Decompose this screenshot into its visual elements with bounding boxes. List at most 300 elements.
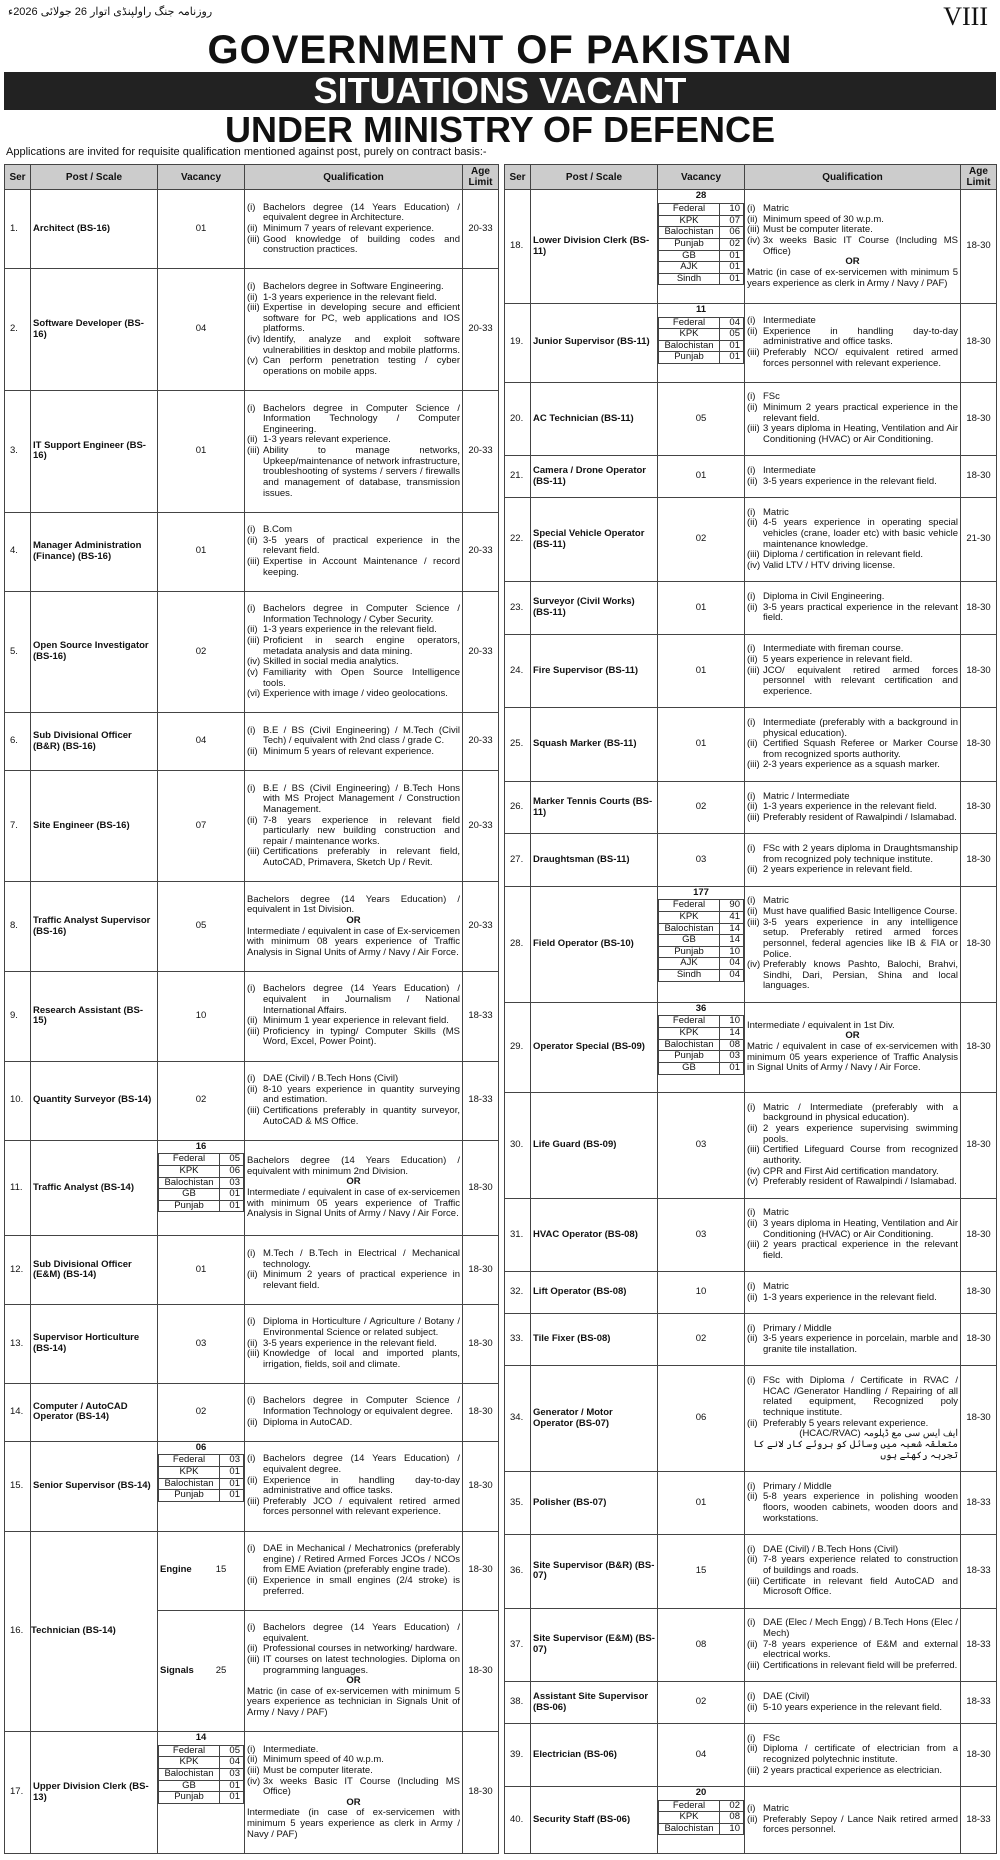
- vacancy-row: [505, 1471, 997, 1534]
- item-number: (i): [247, 782, 256, 794]
- item-text: 7-8 years experience in relevant field particularly new building construction and repair / maintenance works.: [263, 814, 460, 847]
- item-text: 2 years experience supervising swimming pools.: [763, 1123, 958, 1145]
- header-qualification: Qualification: [745, 165, 961, 190]
- serial-number: 3.: [5, 391, 31, 513]
- qualification-item: [747, 1334, 958, 1355]
- vacancy-count: 01: [158, 190, 245, 269]
- quota-row: [659, 923, 744, 935]
- item-text: M.Tech / B.Tech in Electrical / Mechanical technology.: [263, 1247, 460, 1270]
- right-vacancy-table: [504, 164, 997, 1854]
- item-number: (v): [247, 666, 259, 678]
- vacancy-count: 15: [658, 1534, 745, 1608]
- qualification-item: [247, 335, 460, 356]
- qualification-item: [247, 1349, 460, 1370]
- province-count: 05: [220, 1154, 244, 1166]
- item-number: (ii): [747, 517, 758, 529]
- province-name: KPK: [659, 1812, 720, 1824]
- item-number: (iii): [247, 1104, 260, 1116]
- serial-number: 4.: [5, 512, 31, 591]
- header-vacancy: Vacancy: [658, 165, 745, 190]
- age-limit: 18-30: [961, 834, 997, 886]
- qualification-cell: [745, 1682, 961, 1724]
- serial-number: 23.: [505, 582, 531, 634]
- item-number: (iii): [247, 846, 260, 858]
- vacancy-row: [5, 1383, 499, 1441]
- item-text: Matric: [763, 1803, 789, 1815]
- qualification-cell: [245, 1304, 463, 1383]
- item-number: (ii): [747, 475, 758, 487]
- qualification-item: [747, 1293, 958, 1304]
- qualification-cell: [745, 1608, 961, 1682]
- post-title: Site Engineer (BS-16): [31, 771, 158, 882]
- qualification-paragraph: Intermediate / equivalent in case of ex-servicemen with minimum 05 years experience of Traffic Analysis in Signal Units of Army / Navy / Air Force.: [247, 1187, 460, 1220]
- item-text: FSc: [763, 391, 780, 403]
- item-text: Familiarity with Open Source Intelligence tools.: [263, 666, 460, 689]
- age-limit: 18-33: [961, 1682, 997, 1724]
- vacancy-row: [5, 971, 499, 1061]
- vacancy-count: 01: [658, 1471, 745, 1534]
- post-title: Surveyor (Civil Works) (BS-11): [531, 582, 658, 634]
- vacancy-count: [158, 1732, 245, 1854]
- post-title: Upper Division Clerk (BS-13): [31, 1732, 158, 1854]
- item-text: Minimum 2 years of practical experience in relevant field.: [263, 1269, 460, 1291]
- item-text: Certifications preferably in relevant field, AutoCAD, Primavera, Sketch Up / Revit.: [263, 846, 460, 869]
- age-limit: 18-30: [961, 781, 997, 833]
- age-limit: 18-33: [463, 1061, 499, 1140]
- post-title: Lift Operator (BS-08): [531, 1272, 658, 1314]
- vacancy-row: [5, 1061, 499, 1140]
- qualification-item: [747, 1219, 958, 1240]
- item-text: Certified Squash Referee or Marker Course from recognized sports authority.: [763, 738, 958, 760]
- serial-number: 17.: [5, 1732, 31, 1854]
- serial-number: 11.: [5, 1140, 31, 1236]
- post-title: Sub Divisional Officer (B&R) (BS-16): [31, 713, 158, 771]
- age-limit: 18-30: [961, 1002, 997, 1092]
- qualification-item: [247, 1418, 460, 1429]
- province-count: 06: [220, 1165, 244, 1177]
- province-name: KPK: [659, 215, 720, 227]
- province-name: Punjab: [159, 1792, 220, 1804]
- intro-text: Applications are invited for requisite qualification mentioned against post, purely on contract basis:-: [6, 146, 487, 158]
- age-limit: 18-30: [961, 886, 997, 1002]
- vacancy-total: 20: [695, 1786, 707, 1798]
- vacancy-row: [5, 391, 499, 513]
- item-text: Must be computer literate.: [263, 1764, 373, 1776]
- province-count: 90: [720, 900, 744, 912]
- item-number: (ii): [247, 434, 258, 446]
- item-number: (i): [747, 1732, 756, 1744]
- item-text: Experience in handling day-to-day administrative and office tasks.: [763, 325, 958, 348]
- item-number: (ii): [747, 653, 758, 665]
- urdu-note: ایف ایس سی مع ڈپلومہ (HCAC/RVAC): [799, 1428, 958, 1440]
- item-number: (ii): [247, 1416, 258, 1428]
- quota-row: [659, 227, 744, 239]
- item-number: (iii): [747, 1764, 760, 1776]
- province-name: Federal: [659, 317, 720, 329]
- item-text: Professional courses in networking/ hardware.: [263, 1643, 458, 1655]
- serial-number: 12.: [5, 1236, 31, 1304]
- item-text: Valid LTV / HTV driving license.: [763, 559, 896, 571]
- qualification-item: [747, 236, 958, 257]
- item-text: Bachelors degree (14 Years Education) / equivalent.: [263, 1622, 460, 1644]
- province-count: 03: [720, 1051, 744, 1063]
- qualification-cell: [245, 1236, 463, 1304]
- item-text: 2 years practical experience in the relevant field.: [763, 1239, 958, 1261]
- qualification-item: [247, 668, 460, 689]
- item-number: (i): [247, 402, 256, 414]
- qualification-cell: [745, 886, 961, 1002]
- qualification-item: [247, 235, 460, 256]
- vacancy-row: [5, 1236, 499, 1304]
- province-name: Punjab: [659, 1051, 720, 1063]
- vacancy-count: 04: [658, 1723, 745, 1786]
- qualification-item: [747, 1282, 958, 1293]
- province-name: Federal: [659, 900, 720, 912]
- province-count: 06: [720, 227, 744, 239]
- post-title: Junior Supervisor (BS-11): [531, 303, 658, 382]
- qualification-item: [747, 1240, 958, 1261]
- item-text: Matric: [763, 203, 789, 215]
- item-number: (iii): [247, 1653, 260, 1665]
- sub-post-wrapper: [158, 1666, 244, 1677]
- vacancy-row: [505, 1272, 997, 1314]
- serial-number: 7.: [5, 771, 31, 882]
- qualification-cell: [745, 582, 961, 634]
- item-number: (i): [747, 464, 756, 476]
- item-text: Matric / Intermediate: [763, 790, 850, 802]
- vacancy-count: 01: [658, 708, 745, 782]
- qualification-item: [247, 557, 460, 578]
- quota-row: [659, 1800, 744, 1812]
- item-text: B.E / BS (Civil Engineering) / M.Tech (Civil Tech) / equivalent with 2nd class / grade C.: [263, 724, 460, 747]
- vacancy-count: 03: [658, 1198, 745, 1272]
- vacancy-count: 02: [158, 1061, 245, 1140]
- item-text: DAE (Civil) / B.Tech Hons (Civil): [263, 1073, 399, 1085]
- item-text: Primary / Middle: [763, 1480, 832, 1492]
- vacancy-count: 08: [658, 1608, 745, 1682]
- item-text: Minimum 7 years of relevant experience.: [263, 223, 435, 235]
- item-text: DAE in Mechanical / Mechatronics (preferably engine) / Retired Armed Forces JCOs / NCOs from EME Aviation (preferably engine trade).: [263, 1543, 460, 1576]
- quota-row: [659, 911, 744, 923]
- qualification-item: [747, 327, 958, 348]
- qualification-item: [747, 813, 958, 824]
- item-text: Bachelors degree in Computer Science / Information Technology / Cyber Security.: [263, 603, 460, 625]
- province-count: 10: [720, 946, 744, 958]
- item-number: (ii): [247, 1754, 258, 1766]
- serial-number: 9.: [5, 971, 31, 1061]
- item-text: 2-3 years experience as a squash marker.: [763, 759, 940, 771]
- vacancy-row: [505, 1786, 997, 1853]
- serial-number: 15.: [5, 1441, 31, 1531]
- item-text: 3 years diploma in Heating, Ventilation and Air Conditioning (HVAC) or Air Conditioning.: [763, 423, 958, 445]
- vacancy-total: 16: [195, 1140, 207, 1152]
- province-name: Punjab: [159, 1490, 220, 1502]
- vacancy-count: [158, 1441, 245, 1531]
- item-number: (ii): [247, 223, 258, 235]
- province-count: 14: [720, 923, 744, 935]
- qualification-item: [247, 1497, 460, 1518]
- province-count: 01: [220, 1478, 244, 1490]
- qualification-item: [247, 536, 460, 557]
- qualification-item: [747, 348, 958, 369]
- province-quota-table: [658, 899, 744, 981]
- age-limit: 20-33: [463, 269, 499, 391]
- vacancy-row: [505, 781, 997, 833]
- post-title: Traffic Analyst Supervisor (BS-16): [31, 882, 158, 972]
- item-text: 3x weeks Basic IT Course (Including MS Office): [263, 1775, 460, 1798]
- quota-row: [159, 1200, 244, 1212]
- qualification-cell: [245, 512, 463, 591]
- item-number: (i): [247, 1247, 256, 1259]
- province-count: 01: [220, 1792, 244, 1804]
- province-count: 10: [720, 204, 744, 216]
- item-text: Certifications preferably in quantity surveyor, AutoCAD & MS Office.: [263, 1104, 460, 1127]
- vacancy-total: 11: [695, 303, 707, 315]
- vacancy-row: [5, 713, 499, 771]
- item-number: (ii): [747, 1554, 758, 1566]
- province-name: Balochistan: [159, 1769, 220, 1781]
- vacancy-row: [5, 190, 499, 269]
- item-number: (i): [247, 983, 256, 995]
- province-name: KPK: [659, 329, 720, 341]
- qualification-item: [747, 1103, 958, 1124]
- header-qualification: Qualification: [245, 165, 463, 190]
- qualification-item: [747, 844, 958, 865]
- vacancy-row: [505, 582, 997, 634]
- province-count: 04: [220, 1757, 244, 1769]
- vacancy-row: [505, 456, 997, 498]
- item-number: (v): [247, 355, 259, 367]
- vacancy-count: [658, 886, 745, 1002]
- serial-number: 26.: [505, 781, 531, 833]
- item-number: (iii): [747, 1144, 760, 1156]
- post-title: Sub Divisional Officer (E&M) (BS-14): [31, 1236, 158, 1304]
- qualification-cell: [745, 1093, 961, 1199]
- qualification-paragraph: Matric / equivalent in case of ex-servicemen with minimum 05 years experience of Traffic Analysis in Signal Units of Army / Navy / Air Force.: [747, 1041, 958, 1074]
- item-number: (iv): [747, 1165, 761, 1177]
- item-number: (i): [247, 1453, 256, 1465]
- qualification-cell: [745, 456, 961, 498]
- item-number: (iii): [747, 664, 760, 676]
- qualification-item: [747, 1661, 958, 1672]
- item-number: (iii): [247, 445, 260, 457]
- qualification-item: [247, 1476, 460, 1497]
- province-quota-table: [658, 1015, 744, 1074]
- item-text: Diploma / certification in relevant field.: [763, 549, 923, 561]
- vacancy-count: [158, 1531, 245, 1610]
- item-number: (ii): [247, 1015, 258, 1027]
- item-number: (i): [747, 790, 756, 802]
- qualification-item: [247, 1576, 460, 1597]
- qualification-item: [247, 1317, 460, 1338]
- province-count: 03: [220, 1455, 244, 1467]
- item-text: 5 years experience in relevant field.: [763, 653, 913, 665]
- age-limit: 21-30: [961, 497, 997, 581]
- age-limit: 18-33: [961, 1534, 997, 1608]
- item-number: (iv): [247, 1775, 261, 1787]
- serial-number: 32.: [505, 1272, 531, 1314]
- post-title: Generator / Motor Operator (BS-07): [531, 1366, 658, 1472]
- quota-row: [659, 900, 744, 912]
- age-limit: 18-30: [463, 1610, 499, 1732]
- vacancy-count: [158, 1140, 245, 1236]
- province-count: 05: [220, 1745, 244, 1757]
- qualification-item: [747, 655, 958, 666]
- qualification-cell: [745, 190, 961, 304]
- qualification-cell: [745, 382, 961, 456]
- province-quota-table: [158, 1454, 244, 1502]
- item-text: Diploma in AutoCAD.: [263, 1416, 353, 1428]
- qualification-item: [747, 739, 958, 760]
- vacancy-count: 01: [158, 391, 245, 513]
- qualification-item: [747, 1376, 958, 1419]
- item-text: Matric: [763, 506, 789, 518]
- quota-row: [159, 1490, 244, 1502]
- post-title: Supervisor Horticulture (BS-14): [31, 1304, 158, 1383]
- sub-post-name: Signals: [160, 1664, 194, 1676]
- qualification-item: [247, 1623, 460, 1644]
- qualification-item: [247, 689, 460, 700]
- item-text: Preferably 5 years relevant experience.: [763, 1417, 929, 1429]
- qualification-cell: [245, 391, 463, 513]
- post-title: Traffic Analyst (BS-14): [31, 1140, 158, 1236]
- province-count: 02: [720, 1800, 744, 1812]
- vacancy-row: [505, 1093, 997, 1199]
- vacancy-count: 03: [658, 834, 745, 886]
- province-count: 01: [220, 1189, 244, 1201]
- age-limit: 20-33: [463, 512, 499, 591]
- item-text: Minimum 1 year experience in relevant field.: [263, 1015, 449, 1027]
- serial-number: 27.: [505, 834, 531, 886]
- item-number: (iv): [747, 235, 761, 246]
- quota-row: [659, 958, 744, 970]
- qualification-cell: [745, 1534, 961, 1608]
- item-text: 7-8 years experience of E&M and external electrical works.: [763, 1638, 958, 1661]
- post-title: Software Developer (BS-16): [31, 269, 158, 391]
- age-limit: 18-33: [961, 1608, 997, 1682]
- qualification-item: [247, 1270, 460, 1291]
- vacancy-count: 10: [158, 971, 245, 1061]
- qualification-item: [747, 1703, 958, 1714]
- quota-row: [659, 262, 744, 274]
- province-name: Punjab: [659, 352, 720, 364]
- item-text: Can perform penetration testing / cyber operations on mobile apps.: [263, 355, 460, 377]
- item-number: (i): [747, 1375, 756, 1387]
- qualification-item: [747, 1145, 958, 1166]
- item-number: (i): [247, 1543, 256, 1555]
- age-limit: 18-30: [463, 1236, 499, 1304]
- qualification-cell: [745, 1723, 961, 1786]
- quota-row: [659, 340, 744, 352]
- item-number: (ii): [747, 1123, 758, 1135]
- qualification-cell: [745, 1786, 961, 1853]
- item-text: Bachelors degree (14 Years Education) / equivalent degree in Architecture.: [263, 201, 460, 224]
- title-situations-vacant: SITUATIONS VACANT: [4, 72, 996, 110]
- vacancy-row: [505, 497, 997, 581]
- province-name: Punjab: [159, 1200, 220, 1212]
- post-title: Special Vehicle Operator (BS-11): [531, 497, 658, 581]
- qualification-item: [747, 718, 958, 739]
- vacancy-count: [158, 1610, 245, 1732]
- province-quota-table: [658, 317, 744, 365]
- item-number: (i): [747, 1207, 756, 1219]
- qualification-paragraph: Matric (in case of ex-servicemen with minimum 5 years experience as technician in Signals Unit of Army / Navy / PAF): [247, 1685, 460, 1719]
- post-title: Architect (BS-16): [31, 190, 158, 269]
- province-name: GB: [159, 1780, 220, 1792]
- vacancy-row: [505, 708, 997, 782]
- qualification-item: [747, 561, 958, 572]
- province-count: 01: [720, 273, 744, 285]
- vacancy-total: 36: [695, 1002, 707, 1014]
- vacancy-row: [505, 190, 997, 304]
- item-number: (i): [247, 1743, 256, 1755]
- serial-number: 29.: [505, 1002, 531, 1092]
- serial-number: 18.: [505, 190, 531, 304]
- item-number: (ii): [247, 1574, 258, 1586]
- qualification-item: [247, 1249, 460, 1270]
- age-limit: 18-30: [463, 1732, 499, 1854]
- post-title: Tile Fixer (BS-08): [531, 1313, 658, 1365]
- item-number: (i): [247, 1395, 256, 1407]
- header-post: Post / Scale: [31, 165, 158, 190]
- item-number: (i): [247, 280, 256, 292]
- vacancy-row: [5, 1732, 499, 1854]
- qualification-item: [247, 604, 460, 625]
- item-number: (i): [747, 1280, 756, 1292]
- vacancy-count: 03: [158, 1304, 245, 1383]
- serial-number: 6.: [5, 713, 31, 771]
- item-text: 2 years experience in relevant field.: [763, 864, 913, 876]
- qualification-item: [247, 282, 460, 293]
- quota-row: [159, 1780, 244, 1792]
- vacancy-row: [505, 1608, 997, 1682]
- item-number: (iii): [247, 1025, 260, 1037]
- post-title: Site Supervisor (B&R) (BS-07): [531, 1534, 658, 1608]
- quota-row: [659, 1039, 744, 1051]
- age-limit: 18-30: [961, 634, 997, 708]
- header-vacancy: Vacancy: [158, 165, 245, 190]
- age-limit: 18-30: [961, 708, 997, 782]
- province-quota-table: [658, 203, 744, 285]
- quota-row: [159, 1757, 244, 1769]
- quota-row: [159, 1154, 244, 1166]
- serial-number: 21.: [505, 456, 531, 498]
- item-number: (i): [247, 1622, 256, 1634]
- item-number: (i): [747, 1617, 756, 1629]
- serial-number: 31.: [505, 1198, 531, 1272]
- age-limit: 20-33: [463, 882, 499, 972]
- item-number: (ii): [747, 1217, 758, 1229]
- item-text: Skilled in social media analytics.: [263, 656, 399, 668]
- post-title: Lower Division Clerk (BS-11): [531, 190, 658, 304]
- vacancy-row: [5, 1140, 499, 1236]
- serial-number: 28.: [505, 886, 531, 1002]
- post-title: Squash Marker (BS-11): [531, 708, 658, 782]
- qualification-paragraph: Matric (in case of ex-servicemen with minimum 5 years experience as clerk in Army / Navy / PAF): [747, 266, 958, 289]
- item-number: (ii): [747, 864, 758, 876]
- quota-row: [659, 1051, 744, 1063]
- province-name: AJK: [659, 958, 720, 970]
- vacancy-row: [505, 886, 997, 1002]
- item-number: (ii): [247, 1269, 258, 1281]
- item-text: Certifications in relevant field will be preferred.: [763, 1659, 958, 1671]
- post-title-text: Technician (BS-14): [31, 1625, 116, 1637]
- item-number: (ii): [747, 601, 758, 613]
- quota-row: [659, 1028, 744, 1040]
- item-text: Intermediate (preferably with a background in physical education).: [763, 716, 958, 739]
- qualification-item: [747, 466, 958, 477]
- post-title: [31, 1531, 158, 1732]
